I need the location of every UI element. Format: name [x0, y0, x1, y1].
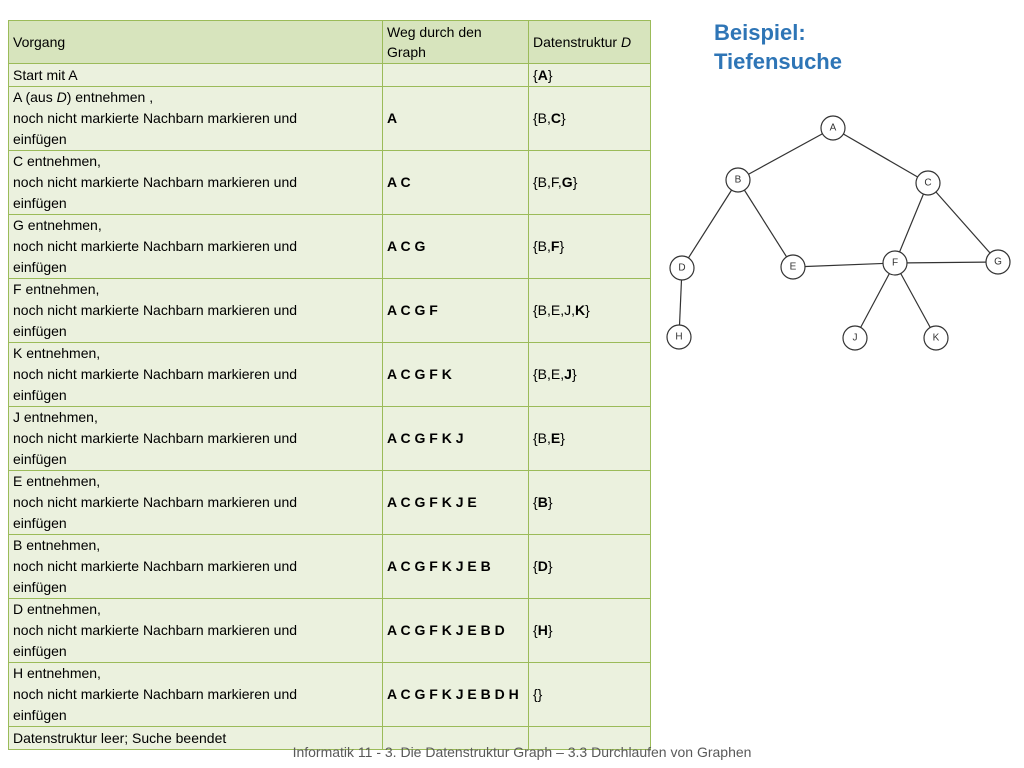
edge-f-g: [895, 262, 998, 263]
table-row: [9, 535, 651, 599]
graph-nodes: [667, 116, 1010, 350]
cell-vorgang: H entnehmen, noch nicht markierte Nachbarn markieren und einfügen: [9, 663, 383, 727]
cell-d: {}: [529, 663, 651, 727]
cell-vorgang: K entnehmen, noch nicht markierte Nachbarn markieren und einfügen: [9, 343, 383, 407]
table-header-row: [9, 21, 651, 64]
table-row: [9, 87, 651, 151]
edge-a-b: [738, 128, 833, 180]
cell-d: {D}: [529, 535, 651, 599]
cell-vorgang: J entnehmen, noch nicht markierte Nachbarn markieren und einfügen: [9, 407, 383, 471]
edge-e-f: [793, 263, 895, 267]
cell-d: {B}: [529, 471, 651, 535]
cell-d: {A}: [529, 64, 651, 87]
table-row: [9, 343, 651, 407]
edge-b-d: [682, 180, 738, 268]
node-label-k: K: [932, 332, 940, 344]
cell-d: {B,E,J}: [529, 343, 651, 407]
cell-weg: A C G: [383, 215, 529, 279]
graph-edges: [679, 128, 998, 338]
cell-vorgang: G entnehmen, noch nicht markierte Nachbarn markieren und einfügen: [9, 215, 383, 279]
cell-vorgang: D entnehmen, noch nicht markierte Nachbarn markieren und einfügen: [9, 599, 383, 663]
slide-title: Beispiel: Tiefensuche: [714, 20, 842, 74]
table-row: [9, 215, 651, 279]
cell-weg: A C G F K J E: [383, 471, 529, 535]
table-row: [9, 279, 651, 343]
cell-vorgang: Start mit A: [9, 64, 383, 87]
cell-vorgang: C entnehmen, noch nicht markierte Nachbarn markieren und einfügen: [9, 151, 383, 215]
header-vorgang: Vorgang: [9, 21, 383, 64]
dfs-steps-table: [8, 20, 651, 750]
node-label-a: A: [829, 122, 837, 134]
cell-vorgang: A (aus D) entnehmen , noch nicht markierte Nachbarn markieren und einfügen: [9, 87, 383, 151]
cell-d: {B,E,J,K}: [529, 279, 651, 343]
cell-vorgang: E entnehmen, noch nicht markierte Nachbarn markieren und einfügen: [9, 471, 383, 535]
node-label-j: J: [852, 332, 858, 344]
slide-footer: Informatik 11 - 3. Die Datenstruktur Graph – 3.3 Durchlaufen von Graphen: [292, 744, 752, 760]
cell-weg: A: [383, 87, 529, 151]
edge-f-k: [895, 263, 936, 338]
node-label-g: G: [994, 256, 1002, 268]
table-row: [9, 407, 651, 471]
table-row: [9, 64, 651, 87]
cell-weg: A C G F K: [383, 343, 529, 407]
table-row: [9, 663, 651, 727]
node-label-h: H: [675, 331, 683, 343]
table-row: [9, 471, 651, 535]
node-label-b: B: [734, 174, 742, 186]
edge-a-c: [833, 128, 928, 183]
cell-vorgang: F entnehmen, noch nicht markierte Nachbarn markieren und einfügen: [9, 279, 383, 343]
table-row: [9, 151, 651, 215]
cell-weg: A C G F K J E B D: [383, 599, 529, 663]
header-weg: Weg durch den Graph: [383, 21, 529, 64]
edge-c-f: [895, 183, 928, 263]
graph-node-labels: [675, 123, 1002, 344]
edge-c-g: [928, 183, 998, 262]
edge-b-e: [738, 180, 793, 267]
cell-d: {B,F,G}: [529, 151, 651, 215]
cell-weg: A C G F K J: [383, 407, 529, 471]
cell-d: {B,C}: [529, 87, 651, 151]
cell-weg: A C G F K J E B: [383, 535, 529, 599]
cell-vorgang: Datenstruktur leer; Suche beendet: [9, 727, 383, 750]
cell-d: {B,F}: [529, 215, 651, 279]
cell-vorgang: B entnehmen, noch nicht markierte Nachbarn markieren und einfügen: [9, 535, 383, 599]
node-label-f: F: [891, 257, 899, 269]
cell-d: {B,E}: [529, 407, 651, 471]
cell-weg: [383, 64, 529, 87]
cell-weg: A C G F: [383, 279, 529, 343]
cell-d: {H}: [529, 599, 651, 663]
node-label-d: D: [678, 262, 686, 274]
node-label-c: C: [924, 177, 932, 189]
cell-weg: A C: [383, 151, 529, 215]
header-datenstruktur: Datenstruktur D: [529, 21, 651, 64]
table-row: [9, 599, 651, 663]
edge-f-j: [855, 263, 895, 338]
cell-weg: A C G F K J E B D H: [383, 663, 529, 727]
node-label-e: E: [789, 261, 797, 273]
graph-diagram: [660, 110, 1020, 360]
